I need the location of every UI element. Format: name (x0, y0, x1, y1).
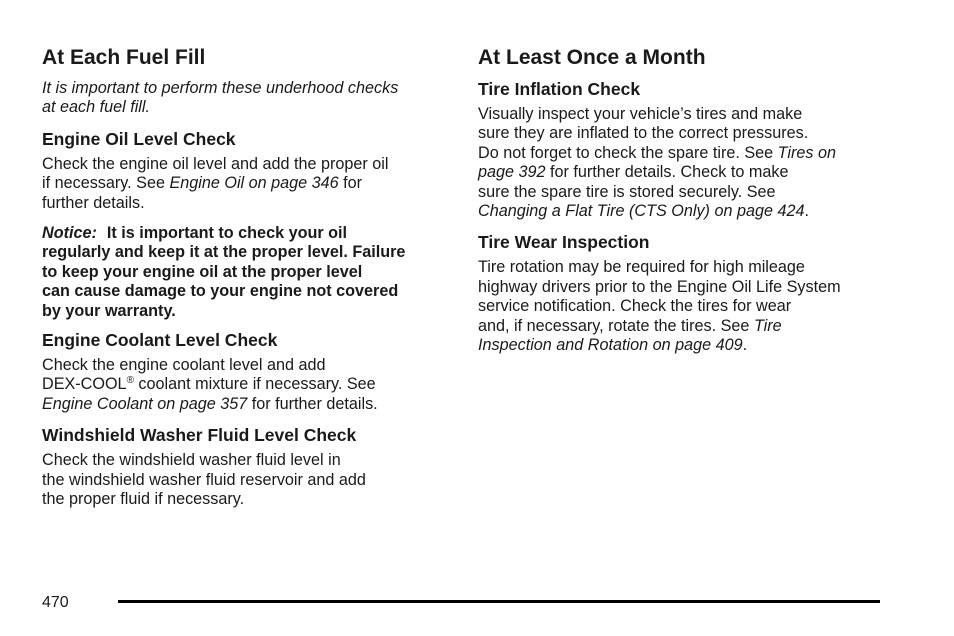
tires-page-ref-start: Tires on (777, 143, 836, 162)
oil-line-1: Check the engine oil level and add the proper oil (42, 154, 389, 173)
wear-line-3: service notification. Check the tires for wear (478, 297, 792, 316)
notice-line-1: It is important to check your oil (106, 224, 348, 243)
section-title-once-a-month: At Least Once a Month (478, 46, 706, 69)
tire-rotation-page-ref-end: Inspection and Rotation on page 409 (478, 336, 743, 355)
washer-line-3: the proper fluid if necessary. (42, 490, 245, 509)
coolant-line-2: DEX-COOL (42, 375, 127, 394)
left-column (42, 46, 452, 521)
inflation-line-6-post: . (804, 202, 809, 221)
notice-line-4: can cause damage to your engine not covered (42, 282, 399, 301)
wear-line-1: Tire rotation may be required for high mileage (478, 258, 805, 277)
oil-line-2: if necessary. See (42, 174, 170, 193)
oil-line-3: further details. (42, 193, 145, 212)
inflation-line-3: Do not forget to check the spare tire. See (478, 143, 778, 162)
tire-wear-text (478, 258, 898, 355)
notice-block (42, 224, 452, 321)
right-column (478, 46, 898, 366)
engine-oil-text (42, 155, 452, 213)
washer-line-2: the windshield washer fluid reservoir and add (42, 470, 366, 489)
engine-coolant-text (42, 356, 452, 414)
inflation-line-4-post: for further details. Check to make (545, 163, 789, 182)
flat-tire-page-ref: Changing a Flat Tire (CTS Only) on page 424 (478, 202, 805, 221)
wear-line-5-post: . (742, 336, 748, 355)
washer-fluid-text (42, 451, 452, 509)
page-number: 470 (42, 594, 69, 611)
heading-engine-coolant: Engine Coolant Level Check (42, 330, 278, 351)
footer-rule (118, 600, 880, 603)
coolant-line-3-post: for further details. (247, 394, 378, 413)
heading-washer-fluid: Windshield Washer Fluid Level Check (42, 425, 357, 446)
notice-line-3: to keep your engine oil at the proper level (42, 262, 363, 281)
tire-inflation-text (478, 105, 898, 221)
intro-line-2: at each fuel fill. (42, 98, 150, 117)
heading-tire-inflation: Tire Inflation Check (478, 79, 641, 99)
wear-line-4: and, if necessary, rotate the tires. See (478, 316, 754, 335)
notice-line-2: regularly and keep it at the proper level. Failure (42, 243, 406, 262)
tires-page-ref-end: page 392 (478, 163, 546, 182)
section-title-each-fuel-fill: At Each Fuel Fill (42, 46, 206, 69)
inflation-line-5: sure the spare tire is stored securely. See (478, 182, 776, 201)
engine-oil-page-ref: Engine Oil on page 346 (169, 174, 339, 193)
intro-text (42, 79, 452, 118)
tire-rotation-page-ref-start: Tire (753, 316, 782, 335)
heading-tire-wear: Tire Wear Inspection (478, 232, 650, 253)
heading-engine-oil: Engine Oil Level Check (42, 128, 236, 149)
washer-line-1: Check the windshield washer fluid level in (42, 451, 341, 470)
inflation-line-1: Visually inspect your vehicle’s tires and make (478, 105, 803, 123)
intro-line-1: It is important to perform these underhood checks (42, 79, 399, 97)
oil-line-2-post: for (338, 174, 363, 193)
notice-line-5: by your warranty. (42, 301, 176, 320)
notice-label: Notice: (42, 224, 97, 243)
inflation-line-2: sure they are inflated to the correct pressures. (478, 124, 809, 143)
engine-coolant-page-ref: Engine Coolant on page 357 (42, 394, 248, 413)
coolant-line-2-post: coolant mixture if necessary. See (133, 375, 376, 394)
registered-mark: ® (126, 375, 134, 387)
coolant-line-1: Check the engine coolant level and add (42, 356, 326, 375)
wear-line-2: highway drivers prior to the Engine Oil Life System (478, 277, 841, 296)
